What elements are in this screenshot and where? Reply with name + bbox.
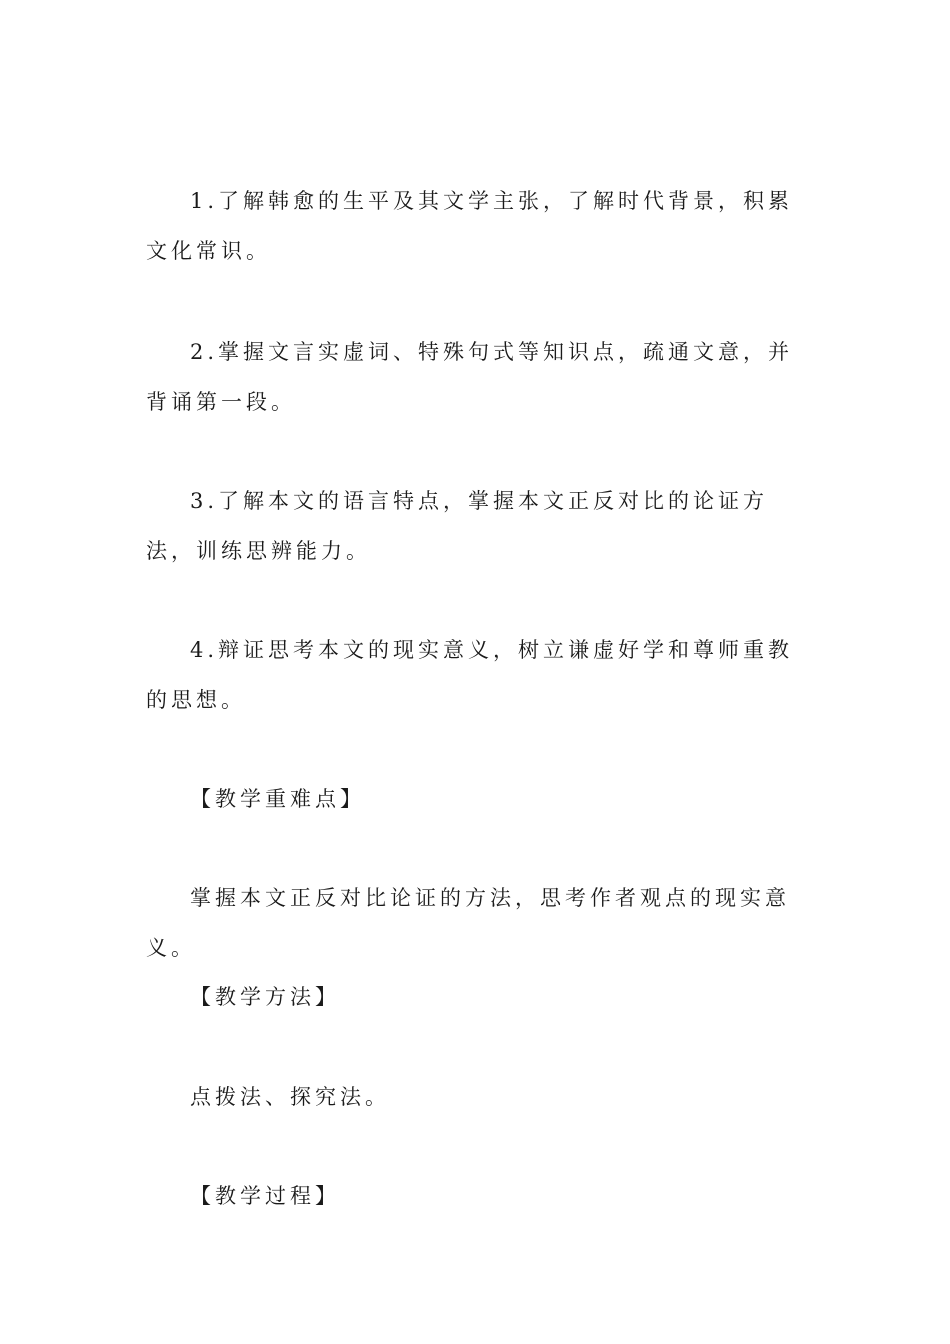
objective-3: 3.了解本文的语言特点，掌握本文正反对比的论证方法，训练思辨能力。	[146, 489, 769, 563]
objective-4: 4.辩证思考本文的现实意义，树立谦虚好学和尊师重教的思想。	[146, 638, 794, 712]
process-heading: 【教学过程】	[190, 1184, 340, 1208]
key-points-text: 掌握本文正反对比论证的方法，思考作者观点的现实意义。	[146, 886, 790, 960]
objective-1: 1.了解韩愈的生平及其文学主张，了解时代背景，积累文化常识。	[146, 189, 794, 263]
methods-text: 点拨法、探究法。	[190, 1085, 390, 1109]
methods-heading: 【教学方法】	[190, 985, 340, 1009]
key-points-heading: 【教学重难点】	[190, 787, 365, 811]
objective-2: 2.掌握文言实虚词、特殊句式等知识点，疏通文意，并背诵第一段。	[146, 340, 794, 414]
